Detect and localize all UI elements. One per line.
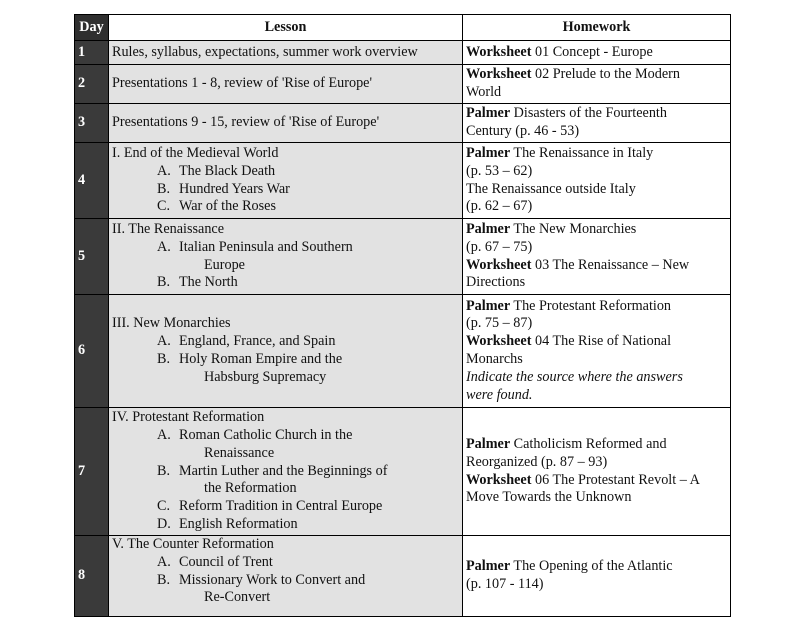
lesson-title: III. New Monarchies: [112, 315, 231, 332]
homework-text: (p. 62 – 67): [466, 198, 533, 215]
homework-line: [466, 163, 727, 181]
day-number-cell: 5: [75, 219, 109, 295]
subtopic-continuation: Europe: [204, 256, 245, 273]
lesson-subtopic: [112, 572, 459, 590]
lesson-subtopic: [112, 463, 459, 481]
homework-source: Worksheet: [466, 333, 532, 350]
homework-line: [466, 145, 727, 163]
homework-text: The Protestant Reformation: [510, 297, 672, 314]
homework-cell: [463, 41, 731, 65]
subtopic-text: Missionary Work to Convert and: [179, 571, 366, 588]
homework-cell: [463, 65, 731, 104]
subtopic-text: Italian Peninsula and Southern: [179, 238, 353, 255]
day-number-cell: 2: [75, 65, 109, 104]
homework-line: [466, 181, 727, 199]
homework-source: Worksheet: [466, 471, 532, 488]
homework-text: Monarchs: [466, 351, 523, 367]
homework-line: [466, 489, 727, 507]
homework-column-header: Homework: [463, 15, 731, 41]
lesson-title: Rules, syllabus, expectations, summer work overview: [112, 43, 418, 60]
lesson-subtopic: [112, 554, 459, 572]
homework-source: Palmer: [466, 297, 511, 314]
homework-line: [466, 274, 727, 292]
subtopic-continuation: Habsburg Supremacy: [204, 368, 327, 385]
homework-cell: [463, 143, 731, 219]
subtopic-text: Martin Luther and the Beginnings of: [179, 462, 388, 479]
table-row: [75, 104, 731, 143]
homework-text: The Renaissance outside Italy: [466, 180, 636, 197]
subtopic-letter: A.: [157, 162, 171, 179]
homework-source: Worksheet: [466, 43, 532, 60]
homework-line: [466, 558, 727, 576]
table-row: [75, 408, 731, 536]
homework-text: The Renaissance in Italy: [510, 144, 654, 161]
table-row: [75, 143, 731, 219]
lesson-column-header: Lesson: [109, 15, 463, 41]
homework-line: [466, 369, 727, 387]
subtopic-text: The Black Death: [179, 162, 276, 179]
day-number-cell: 8: [75, 536, 109, 617]
lesson-subtopic: [112, 333, 459, 351]
homework-line: [466, 387, 727, 405]
lesson-subtopic: [112, 498, 459, 516]
homework-text: (p. 67 – 75): [466, 238, 533, 255]
subtopic-letter: C.: [157, 198, 171, 215]
homework-cell: [463, 295, 731, 408]
subtopic-text: England, France, and Spain: [179, 333, 336, 350]
homework-note: Indicate the source where the answers: [466, 368, 683, 385]
homework-line: [466, 315, 727, 333]
lesson-title: Presentations 1 - 8, review of 'Rise of Europe': [112, 75, 373, 92]
homework-text: Move Towards the Unknown: [466, 489, 632, 506]
lesson-subtopic: [112, 516, 459, 534]
homework-source: Worksheet: [466, 256, 532, 273]
homework-line: [466, 66, 727, 84]
subtopic-text: Council of Trent: [179, 553, 273, 570]
homework-line: [466, 298, 727, 316]
subtopic-letter: A.: [157, 333, 171, 350]
homework-line: [466, 436, 727, 454]
homework-text: Catholicism Reformed and: [510, 435, 667, 452]
day-number-cell: 7: [75, 408, 109, 536]
lesson-title: IV. Protestant Reformation: [112, 409, 265, 426]
day-number-cell: 3: [75, 104, 109, 143]
subtopic-text: Holy Roman Empire and the: [179, 351, 343, 367]
homework-text: The Opening of the Atlantic: [510, 558, 673, 575]
subtopic-text: The North: [179, 274, 238, 291]
lesson-cell: [109, 41, 463, 65]
lesson-title: Presentations 9 - 15, review of 'Rise of Europe': [112, 114, 380, 131]
homework-line: [466, 472, 727, 490]
homework-source: Palmer: [466, 105, 511, 122]
lesson-subtopic: [112, 198, 459, 216]
homework-text: Disasters of the Fourteenth: [510, 105, 667, 122]
homework-cell: [463, 219, 731, 295]
table-row: [75, 536, 731, 617]
homework-line: [466, 239, 727, 257]
homework-line: [466, 576, 727, 594]
subtopic-continuation: Renaissance: [204, 444, 275, 461]
homework-text: (p. 75 – 87): [466, 315, 533, 332]
subtopic-letter: B.: [157, 274, 171, 291]
homework-text: The New Monarchies: [510, 220, 637, 237]
homework-line: [466, 44, 727, 62]
homework-cell: [463, 104, 731, 143]
lesson-subtopic: [112, 351, 459, 369]
subtopic-continuation: Re-Convert: [204, 589, 271, 606]
subtopic-letter: B.: [157, 351, 171, 367]
lesson-cell: [109, 536, 463, 617]
homework-note: were found.: [466, 386, 533, 403]
table-row: [75, 295, 731, 408]
homework-text: 06 The Protestant Revolt – A: [531, 471, 700, 488]
subtopic-continuation: the Reformation: [204, 480, 297, 497]
homework-source: Palmer: [466, 558, 511, 575]
homework-source: Worksheet: [466, 66, 532, 83]
day-number-cell: 6: [75, 295, 109, 408]
homework-line: [466, 351, 727, 369]
homework-line: [466, 105, 727, 123]
table-row: [75, 219, 731, 295]
homework-text: (p. 107 - 114): [466, 576, 544, 592]
header-row: [75, 15, 731, 41]
homework-line: [466, 84, 727, 102]
table-row: [75, 65, 731, 104]
lesson-cell: [109, 219, 463, 295]
subtopic-letter: A.: [157, 553, 171, 570]
lesson-cell: [109, 65, 463, 104]
subtopic-letter: B.: [157, 571, 171, 588]
lesson-cell: [109, 104, 463, 143]
subtopic-text: Hundred Years War: [179, 180, 290, 197]
subtopic-text: English Reformation: [179, 515, 298, 532]
table-row: [75, 41, 731, 65]
homework-line: [466, 198, 727, 216]
homework-text: Reorganized (p. 87 – 93): [466, 453, 608, 470]
subtopic-letter: B.: [157, 180, 171, 197]
homework-text: World: [466, 84, 502, 100]
lesson-title: II. The Renaissance: [112, 220, 225, 237]
subtopic-text: War of the Roses: [179, 198, 276, 215]
homework-text: 01 Concept - Europe: [531, 43, 653, 60]
lesson-schedule-table: [74, 14, 731, 617]
lesson-title: I. End of the Medieval World: [112, 144, 279, 161]
lesson-title: V. The Counter Reformation: [112, 536, 274, 552]
homework-cell: [463, 408, 731, 536]
lesson-subtopic: [112, 427, 459, 445]
homework-text: Century (p. 46 - 53): [466, 123, 580, 139]
day-number-cell: 4: [75, 143, 109, 219]
homework-text: 03 The Renaissance – New: [531, 256, 690, 273]
homework-line: [466, 333, 727, 351]
lesson-subtopic: [112, 163, 459, 181]
subtopic-text: Reform Tradition in Central Europe: [179, 498, 383, 515]
subtopic-text: Roman Catholic Church in the: [179, 427, 353, 443]
subtopic-letter: A.: [157, 427, 171, 443]
homework-cell: [463, 536, 731, 617]
homework-line: [466, 454, 727, 472]
homework-source: Palmer: [466, 435, 511, 452]
homework-line: [466, 257, 727, 275]
homework-text: Directions: [466, 274, 526, 291]
day-number-cell: 1: [75, 41, 109, 65]
homework-text: 04 The Rise of National: [531, 333, 672, 350]
subtopic-letter: B.: [157, 462, 171, 479]
lesson-subtopic: [112, 239, 459, 257]
lesson-subtopic: [112, 181, 459, 199]
homework-source: Palmer: [466, 220, 511, 237]
subtopic-letter: A.: [157, 238, 171, 255]
lesson-cell: [109, 408, 463, 536]
lesson-subtopic: [112, 274, 459, 292]
subtopic-letter: D.: [157, 515, 171, 532]
lesson-cell: [109, 143, 463, 219]
day-column-header: Day: [75, 15, 109, 41]
homework-text: (p. 53 – 62): [466, 162, 533, 179]
homework-source: Palmer: [466, 144, 511, 161]
lesson-cell: [109, 295, 463, 408]
homework-text: 02 Prelude to the Modern: [531, 66, 680, 83]
subtopic-letter: C.: [157, 498, 171, 515]
homework-line: [466, 123, 727, 141]
homework-line: [466, 221, 727, 239]
